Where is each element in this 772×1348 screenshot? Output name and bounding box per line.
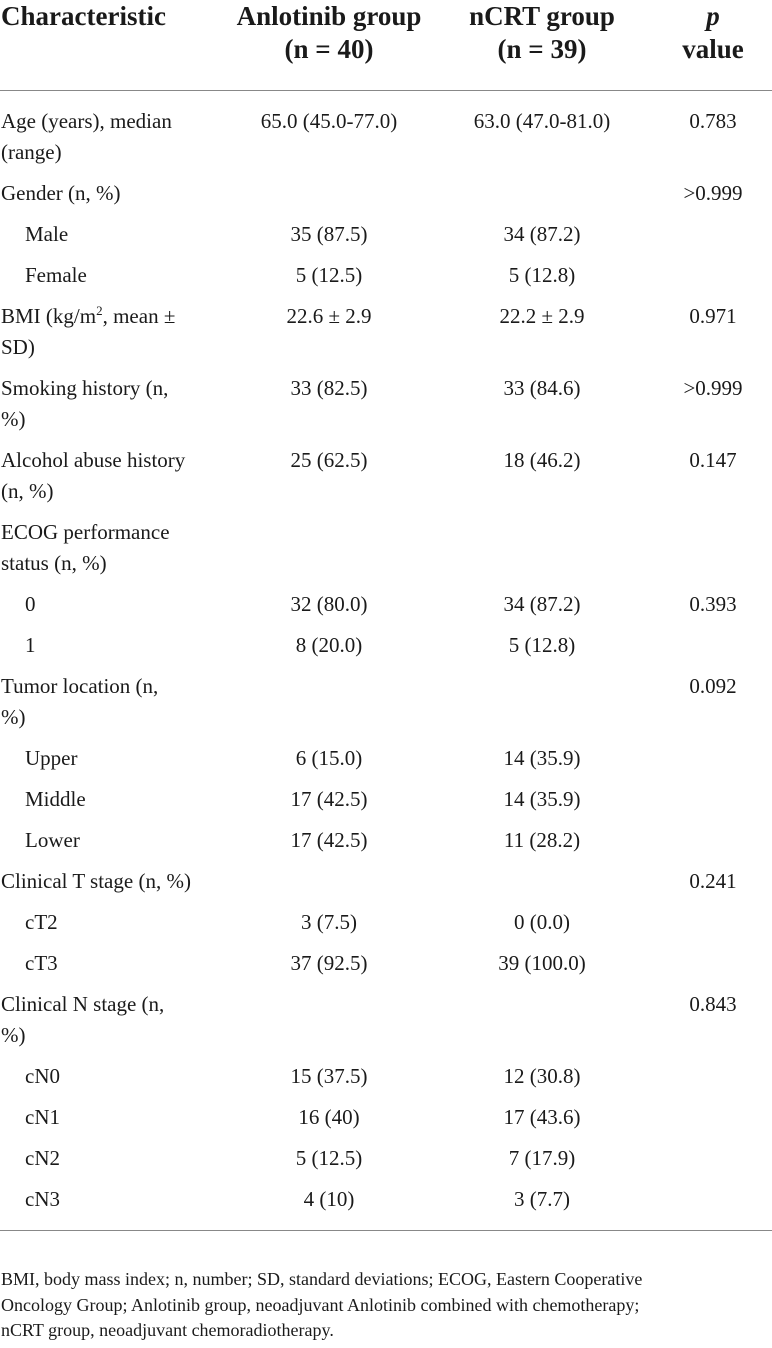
table-row-bmi (0, 301, 772, 373)
cell-anlotinib: 32 (80.0) (290, 592, 368, 616)
cell-ncrt: 14 (35.9) (503, 746, 581, 770)
cell-ncrt: 0 (0.0) (514, 910, 570, 934)
row-label: BMI ($kg/m^2$, mean ± SD) (1, 303, 176, 359)
table-row-cn3 (0, 1184, 772, 1231)
cell-ncrt: 33 (84.6) (503, 376, 581, 400)
cell-ncrt: 22.2 ± 2.9 (499, 304, 585, 328)
cell-p-value (654, 517, 772, 589)
cell-p-value: 0.971 (689, 304, 737, 328)
cell-p-value (654, 630, 772, 671)
row-label: Smoking history (n, %) (1, 376, 169, 431)
cell-anlotinib (228, 178, 430, 219)
cell-anlotinib: 16 (40) (298, 1105, 360, 1129)
cell-p-value (654, 907, 772, 948)
row-label: Male (25, 222, 69, 246)
cell-ncrt (430, 517, 654, 589)
header-ncrt-group (430, 0, 654, 91)
header-anlotinib-line2: (n = 40) (284, 34, 374, 64)
cell-p-value (654, 219, 772, 260)
cell-anlotinib: 65.0 (45.0-77.0) (260, 109, 398, 133)
cell-anlotinib (228, 517, 430, 589)
header-row (0, 0, 772, 91)
footnote-line: BMI, body mass index; n, number; SD, standard deviations; ECOG, Eastern Cooperative (1, 1269, 643, 1289)
table-row-alcohol (0, 445, 772, 517)
row-label: cN2 (25, 1146, 60, 1170)
cell-ncrt (430, 866, 654, 907)
row-label: Middle (25, 787, 86, 811)
row-label: 1 (25, 633, 36, 657)
cell-anlotinib: 6 (15.0) (295, 746, 363, 770)
row-label: cN0 (25, 1064, 60, 1088)
table-body (0, 91, 772, 1231)
table-row-ct3 (0, 948, 772, 989)
footnote-line: Oncology Group; Anlotinib group, neoadjuvant Anlotinib combined with chemotherapy; (1, 1294, 640, 1315)
cell-ncrt: 18 (46.2) (503, 448, 581, 472)
row-label: Tumor location (n, %) (1, 674, 159, 729)
row-label: Clinical N stage (n, %) (1, 992, 165, 1047)
cell-ncrt (430, 671, 654, 743)
table-row-middle (0, 784, 772, 825)
table-row-age (0, 91, 772, 179)
cell-p-value (654, 1061, 772, 1102)
cell-ncrt: 17 (43.6) (503, 1105, 581, 1129)
cell-p-value (654, 948, 772, 989)
table-row-ecog-0 (0, 589, 772, 630)
cell-ncrt: 14 (35.9) (503, 787, 581, 811)
cell-p-value (654, 784, 772, 825)
row-label: Clinical T stage (n, %) (1, 869, 191, 893)
cell-p-value (654, 825, 772, 866)
cell-anlotinib: 5 (12.5) (295, 1146, 363, 1170)
table-header (0, 0, 772, 91)
row-label: Female (25, 263, 87, 287)
table-row-upper (0, 743, 772, 784)
cell-ncrt: 34 (87.2) (503, 222, 581, 246)
cell-ncrt: 7 (17.9) (508, 1146, 576, 1170)
cell-ncrt: 39 (100.0) (498, 951, 586, 975)
row-label: Alcohol abuse history (n, %) (1, 448, 186, 503)
table-row-smoking (0, 373, 772, 445)
cell-anlotinib: 8 (20.0) (295, 633, 363, 657)
row-label: Lower (25, 828, 80, 852)
cell-anlotinib: 4 (10) (228, 1184, 430, 1231)
row-label: cT2 (25, 910, 58, 934)
table-row-ecog (0, 517, 772, 589)
cell-ncrt: 12 (30.8) (503, 1064, 581, 1088)
cell-p-value: >0.999 (683, 376, 743, 400)
row-label: Age (years), median (range) (1, 109, 172, 164)
table-row-tumor-location (0, 671, 772, 743)
cell-anlotinib: 15 (37.5) (290, 1064, 368, 1088)
row-label: 0 (25, 592, 36, 616)
cell-anlotinib: 33 (82.5) (290, 376, 368, 400)
header-anlotinib-group (228, 0, 430, 91)
cell-ncrt: 11 (28.2) (503, 828, 581, 852)
table-row-gender (0, 178, 772, 219)
row-label: cN1 (25, 1105, 60, 1129)
header-p-line1: p (706, 1, 720, 31)
cell-p-value: 0.393 (689, 592, 737, 616)
cell-ncrt: 34 (87.2) (503, 592, 581, 616)
cell-anlotinib (228, 866, 430, 907)
cell-anlotinib: 37 (92.5) (290, 951, 368, 975)
cell-anlotinib (228, 989, 430, 1061)
row-label: cN3 (0, 1184, 228, 1231)
row-label: ECOG performance status (n, %) (1, 520, 170, 575)
cell-p-value: 0.843 (689, 992, 737, 1016)
cell-ncrt: 3 (7.7) (430, 1184, 654, 1231)
table-row-female (0, 260, 772, 301)
table-row-cn2 (0, 1143, 772, 1184)
cell-anlotinib: 22.6 ± 2.9 (286, 304, 372, 328)
table-row-male (0, 219, 772, 260)
cell-anlotinib: 17 (42.5) (290, 828, 368, 852)
table-row-t-stage (0, 866, 772, 907)
cell-p-value (654, 1143, 772, 1184)
header-p-line2: value (682, 34, 744, 64)
footnote-line: nCRT group, neoadjuvant chemoradiotherapy. (1, 1320, 334, 1340)
header-p-value (654, 0, 772, 91)
header-anlotinib-line1: Anlotinib group (236, 1, 422, 31)
row-label: cT3 (25, 951, 58, 975)
cell-p-value: 0.092 (689, 674, 737, 698)
table-row-lower (0, 825, 772, 866)
cell-p-value (654, 260, 772, 301)
cell-anlotinib: 25 (62.5) (290, 448, 368, 472)
cell-ncrt: 5 (12.8) (508, 263, 576, 287)
cell-p-value (654, 1184, 772, 1231)
cell-anlotinib: 17 (42.5) (290, 787, 368, 811)
cell-anlotinib (228, 671, 430, 743)
table-row-cn0 (0, 1061, 772, 1102)
row-label: Gender (n, %) (1, 181, 121, 205)
cell-anlotinib: 3 (7.5) (301, 910, 357, 934)
table-row-cn1 (0, 1102, 772, 1143)
table-row-ecog-1 (0, 630, 772, 671)
header-characteristic: Characteristic (0, 0, 228, 91)
cell-p-value (654, 1102, 772, 1143)
table-row-ct2 (0, 907, 772, 948)
cell-anlotinib: 35 (87.5) (290, 222, 368, 246)
cell-p-value: 0.783 (689, 109, 737, 133)
cell-anlotinib: 5 (12.5) (295, 263, 363, 287)
table-footnote (1, 1267, 772, 1344)
header-ncrt-line2: (n = 39) (497, 34, 587, 64)
cell-p-value: >0.999 (683, 181, 743, 205)
table-row-n-stage (0, 989, 772, 1061)
cell-ncrt (430, 989, 654, 1061)
cell-ncrt: 5 (12.8) (508, 633, 576, 657)
cell-p-value: 0.147 (689, 448, 737, 472)
cell-ncrt: 63.0 (47.0-81.0) (473, 109, 611, 133)
row-label: Upper (25, 746, 78, 770)
header-ncrt-line1: nCRT group (469, 1, 615, 31)
cell-p-value (654, 743, 772, 784)
cell-ncrt (430, 178, 654, 219)
cell-p-value: 0.241 (689, 869, 737, 893)
